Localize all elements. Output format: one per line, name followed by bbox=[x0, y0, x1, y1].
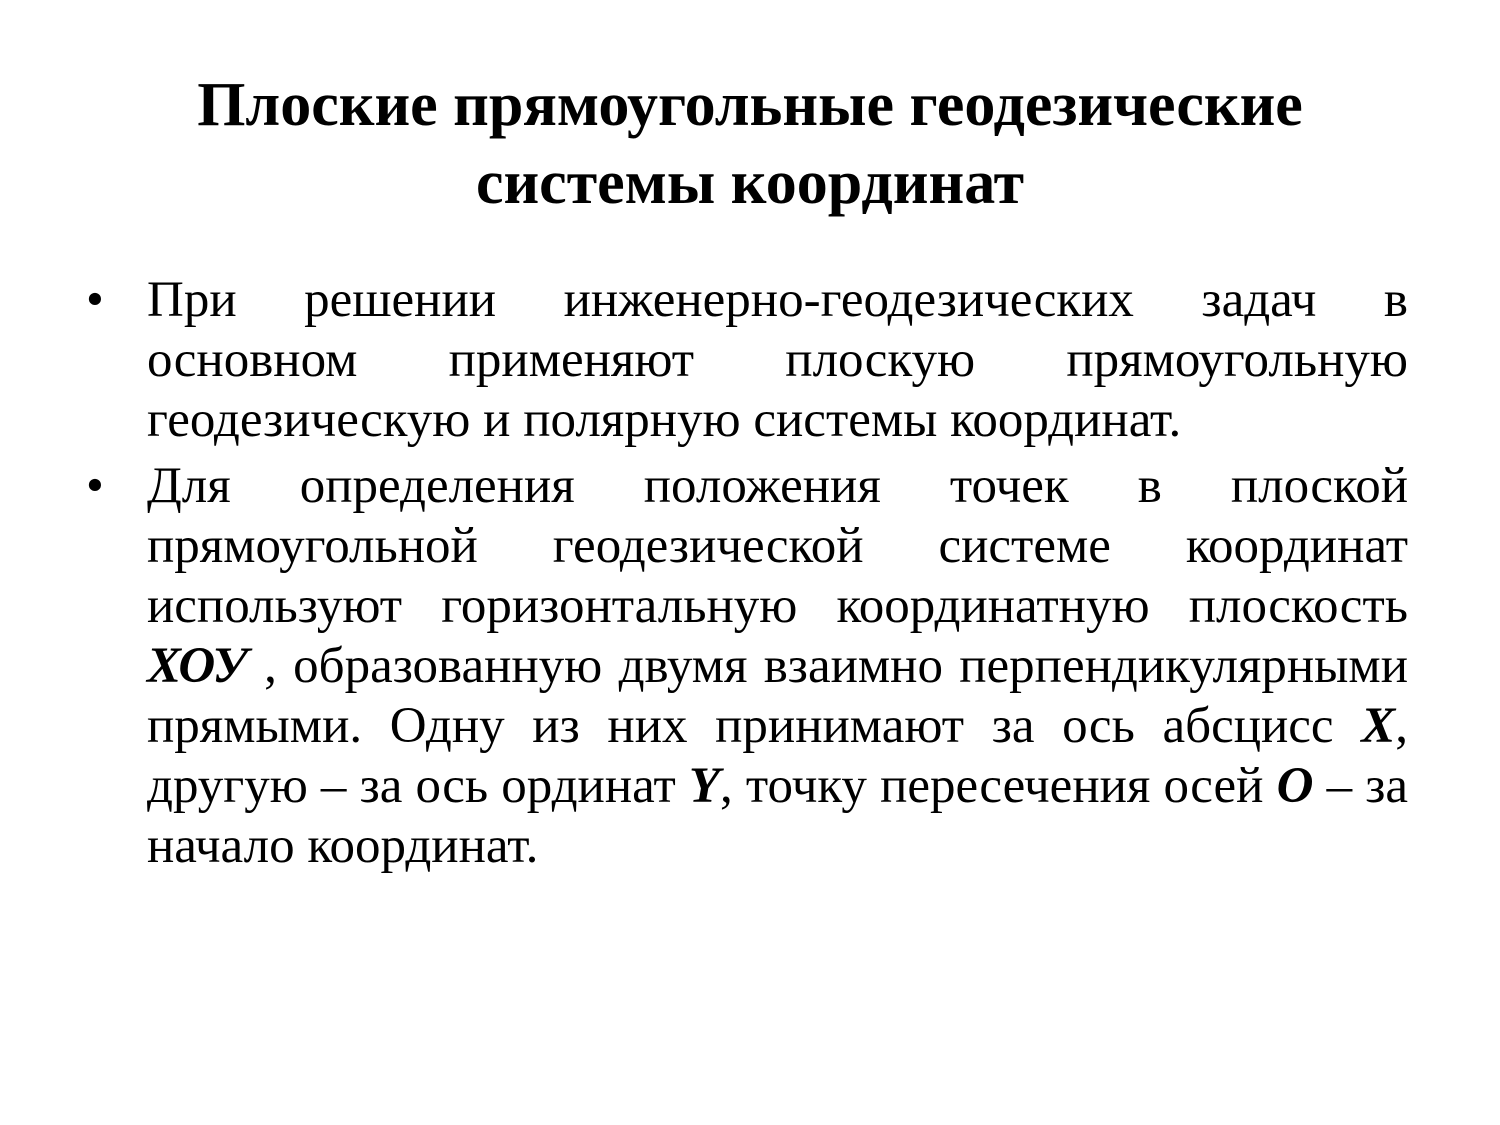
bullet-marker: • bbox=[86, 458, 104, 514]
slide-title-line-1: Плоские прямоугольные геодезические bbox=[197, 71, 1303, 139]
bullet-1-text: При решении инженерно-геодезических задач в основном применяют плоскую прямоугольную геодезическую и полярную системы координат. bbox=[147, 272, 1408, 448]
slide-title-line-2: системы координат bbox=[475, 149, 1025, 217]
bullet-2-text-part-3: , другую – за ось ординат bbox=[147, 698, 1408, 814]
bullet-2-text-part-1: Для определения положения точек в плоской прямоугольной геодезической системе координат используют горизонтальную координатную плоскость bbox=[147, 458, 1408, 634]
bullet-2-text-part-5: – за начало координат. bbox=[147, 758, 1408, 874]
axis-y-symbol: Y bbox=[688, 758, 721, 814]
plane-symbol-xoy: ХОУ bbox=[147, 638, 248, 694]
bullet-item-2 bbox=[86, 456, 1408, 876]
origin-o-symbol: O bbox=[1276, 758, 1314, 814]
bullet-2-text-part-4: , точку пересечения осей bbox=[720, 758, 1277, 814]
bullet-item-1 bbox=[86, 270, 1408, 450]
bullet-marker: • bbox=[86, 272, 104, 328]
slide-title bbox=[100, 66, 1400, 222]
bullet-2-text-part-2: , образованную двумя взаимно перпендикулярными прямыми. Одну из них принимают за ось абсцисс bbox=[147, 638, 1408, 754]
bullet-list bbox=[86, 270, 1408, 882]
axis-x-symbol: X bbox=[1361, 698, 1396, 754]
